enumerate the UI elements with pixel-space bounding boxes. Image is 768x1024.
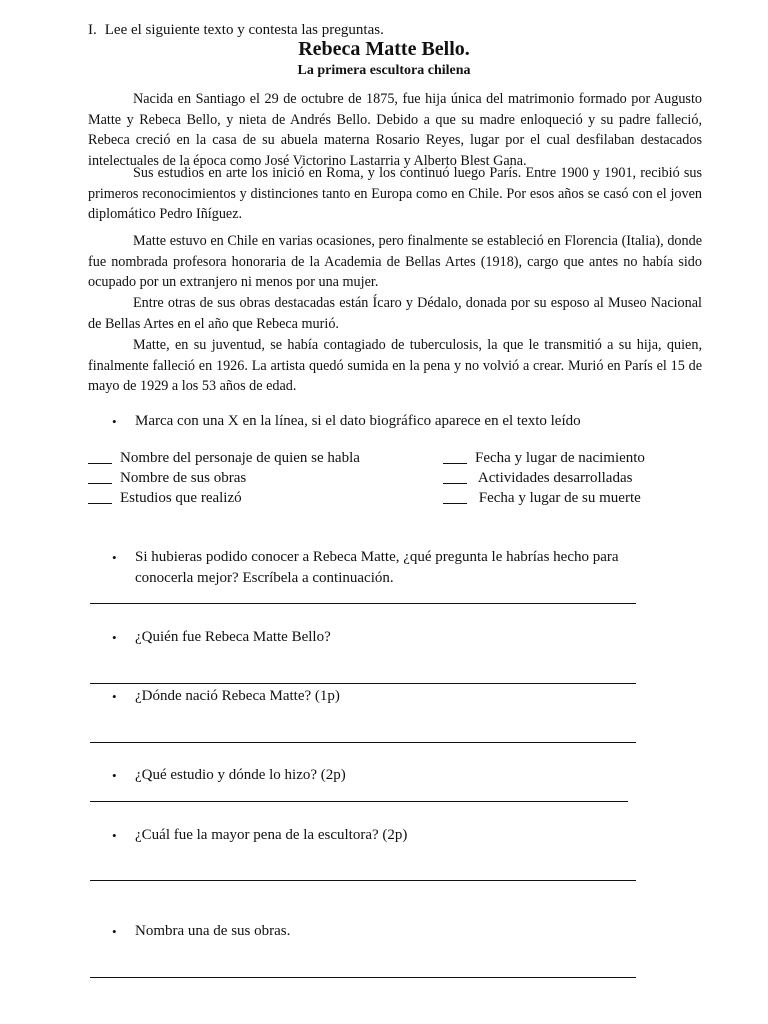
bullet-icon: • [112,768,117,783]
instruction-text: Lee el siguiente texto y contesta las preguntas. [104,22,384,38]
document-title: Rebeca Matte Bello. [298,38,470,60]
answer-line[interactable] [90,977,636,978]
question-line-1: Si hubieras podido conocer a Rebeca Matte, ¿qué pregunta le habrías hecho para [135,549,619,565]
check-blank[interactable] [88,490,112,504]
question-text: Nombra una de sus obras. [135,923,291,939]
check-blank[interactable] [88,450,112,464]
checklist-item[interactable] [443,490,641,507]
checklist-label: Fecha y lugar de su muerte [475,490,641,506]
bullet-icon: • [112,689,117,704]
checklist-item[interactable] [88,490,242,507]
checklist-item[interactable] [443,470,632,487]
answer-line[interactable] [90,683,636,684]
checklist-label: Nombre del personaje de quien se habla [120,450,360,466]
paragraph-5: Matte, en su juventud, se había contagiado de tuberculosis, la que le transmitió a su hija, quien, finalmente falleció en 1926. La artista quedó sumida en la pena y no volvió a crear. Murió en París el 15 de mayo de 1929 a los 53 años de edad. [88,337,702,394]
bullet-icon: • [112,924,117,939]
section-instruction [88,22,384,39]
question-text: ¿Qué estudio y dónde lo hizo? (2p) [135,767,346,783]
question-text: ¿Quién fue Rebeca Matte Bello? [135,629,331,645]
checklist-item[interactable] [88,470,246,487]
document-subtitle: La primera escultora chilena [297,63,471,78]
bullet-icon: • [112,550,117,565]
mark-instruction-text: Marca con una X en la línea, si el dato biográfico aparece en el texto leído [135,413,581,429]
paragraph-2: Sus estudios en arte los inició en Roma, y los continuó luego París. Entre 1900 y 1901, recibió sus primeros reconocimientos y distinciones tanto en Europa como en Chile. Por esos años se casó con el joven diplomático Pedro Iñíguez. [88,165,702,222]
question-line-2: conocerla mejor? Escríbela a continuación. [135,570,394,586]
answer-line[interactable] [90,880,636,881]
question-text [135,547,619,589]
section-number: I. [88,22,97,38]
answer-line[interactable] [90,603,636,604]
checklist-label: Fecha y lugar de nacimiento [475,450,645,466]
checklist-label: Actividades desarrolladas [475,470,633,486]
check-blank[interactable] [443,470,467,484]
bullet-icon: • [112,828,117,843]
checklist-label: Estudios que realizó [120,490,242,506]
bullet-icon: • [112,414,117,429]
check-blank[interactable] [443,450,467,464]
paragraph-1: Nacida en Santiago el 29 de octubre de 1875, fue hija única del matrimonio formado por Augusto Matte y Rebeca Bello, y nieta de Andrés Bello. Debido a que su madre enloqueció y su padre falleció, Rebeca creció en la casa de su abuela materna Rosario Reyes, lugar por el cual desfilaban destacados intelectuales de la época como José Victorino Lastarria y Alberto Blest Gana. [88,91,702,169]
checklist-item[interactable] [88,450,360,467]
paragraph-3: Matte estuvo en Chile en varias ocasiones, pero finalmente se estableció en Florencia (Italia), donde fue nombrada profesora honoraria de la Academia de Bellas Artes (1918), cargo que antes no había sido ocupado por un extranjero ni menos por una mujer. [88,233,702,290]
check-blank[interactable] [443,490,467,504]
checklist-label: Nombre de sus obras [120,470,247,486]
checklist-item[interactable] [443,450,645,467]
question-text: ¿Dónde nació Rebeca Matte? (1p) [135,688,340,704]
answer-line[interactable] [90,801,628,802]
answer-line[interactable] [90,742,636,743]
bullet-icon: • [112,630,117,645]
check-blank[interactable] [88,470,112,484]
paragraph-4: Entre otras de sus obras destacadas están Ícaro y Dédalo, donada por su esposo al Museo Nacional de Bellas Artes en el año que Rebeca murió. [88,295,702,332]
question-text: ¿Cuál fue la mayor pena de la escultora? (2p) [135,827,408,843]
